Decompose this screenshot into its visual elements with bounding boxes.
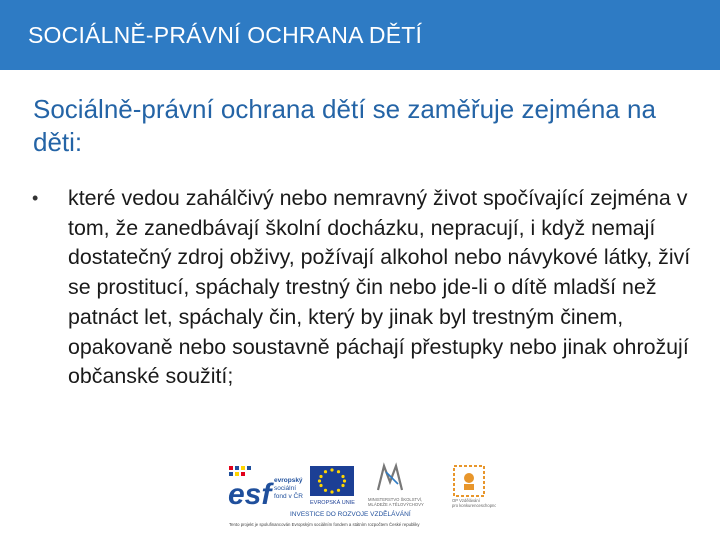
- svg-text:esf: esf: [228, 478, 272, 511]
- logo-strip: [226, 460, 496, 530]
- bullet-icon: •: [32, 188, 39, 208]
- slide-title: SOCIÁLNĚ-PRÁVNÍ OCHRANA DĚTÍ: [28, 22, 423, 48]
- msmt-logo: [368, 466, 424, 507]
- svg-text:pro konkurenceschopnost: pro konkurenceschopnost: [452, 503, 496, 508]
- esf-logo: [228, 466, 303, 511]
- svg-text:evropský: evropský: [274, 477, 303, 484]
- logo-footnote: Tento projekt je spolufinancován Evropským sociálním fondem a státním rozpočtem České republiky: [229, 522, 420, 527]
- funding-logos: [226, 460, 496, 530]
- eu-flag-logo: [310, 466, 355, 506]
- slide-subtitle: Sociálně-právní ochrana dětí se zaměřuje zejména na děti:: [33, 94, 656, 157]
- svg-text:MLÁDEŽE A TĚLOVÝCHOVY: MLÁDEŽE A TĚLOVÝCHOVY: [368, 502, 424, 507]
- svg-text:fond v ČR: fond v ČR: [274, 493, 303, 500]
- logo-slogan: INVESTICE DO ROZVOJE VZDĚLÁVÁNÍ: [290, 511, 411, 518]
- list-item: [26, 184, 696, 392]
- svg-text:EVROPSKÁ UNIE: EVROPSKÁ UNIE: [310, 500, 355, 506]
- list-item-text: které vedou zahálčivý nebo nemravný život spočívající zejména v tom, že zanedbávají školní docházku, nepracují, i když nemají dostatečný zdroj obživy, požívají alkohol nebo návykové látky, živí se prostitucí, spáchaly trestný čin nebo jde-li o dítě mladší než patnáct let, spáchaly čin, který by jinak byl trestným činem, opakovaně nebo soustavně páchají přestupky nebo jinak ohrožují občanské soužití;: [68, 186, 691, 389]
- header-bar: [0, 0, 720, 70]
- bullet-list: [26, 184, 696, 392]
- svg-text:sociální: sociální: [274, 485, 297, 492]
- svg-text:MINISTERSTVO ŠKOLSTVÍ,: MINISTERSTVO ŠKOLSTVÍ,: [368, 497, 423, 502]
- op-vk-logo: [452, 466, 496, 508]
- svg-text:OP Vzdělávání: OP Vzdělávání: [452, 498, 480, 503]
